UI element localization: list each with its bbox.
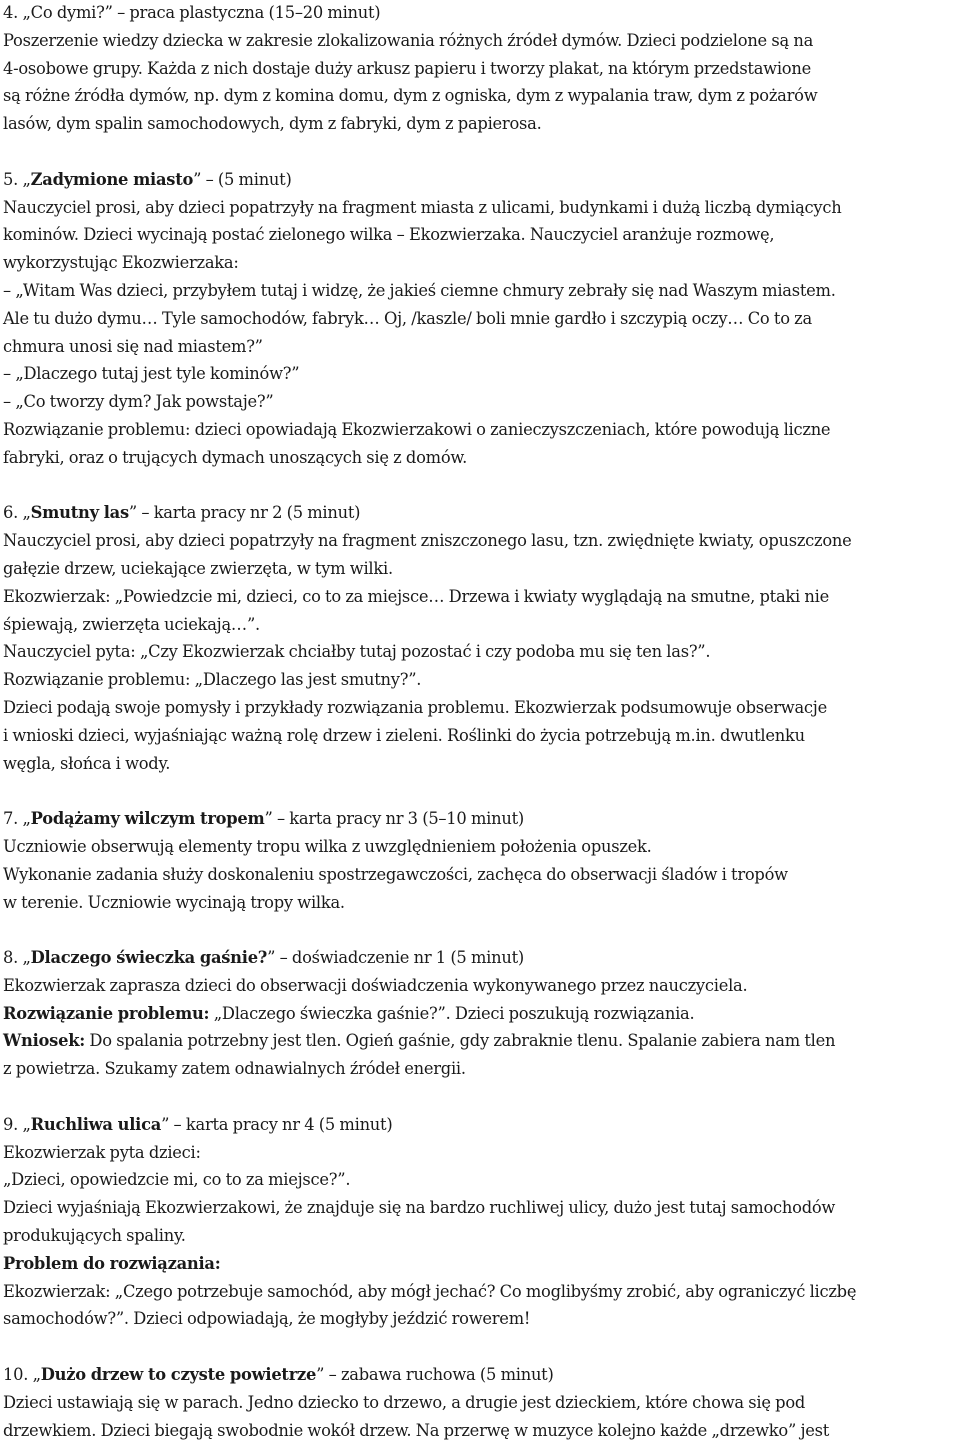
text-line: [3, 694, 957, 722]
bold-text: Podążamy wilczym tropem: [30, 809, 265, 829]
text-run: chmura unosi się nad miastem?”: [3, 336, 263, 356]
bold-text: Zadymione miasto: [30, 169, 194, 189]
text-run: „Dzieci, opowiedzcie mi, co to za miejsce?”.: [3, 1170, 351, 1190]
text-run: Wykonanie zadania służy doskonaleniu spostrzegawczości, zachęca do obserwacji śladów i tropów: [3, 864, 788, 884]
text-run: ” – (5 minut): [193, 169, 292, 189]
text-run: drzewkiem. Dzieci biegają swobodnie wokół drzew. Na przerwę w muzyce kolejno każde „drzewko” jest: [3, 1420, 830, 1440]
text-run: 5. „: [3, 169, 31, 189]
text-run: węgla, słońca i wody.: [3, 753, 171, 773]
text-run: kominów. Dzieci wycinają postać zielonego wilka – Ekozwierzaka. Nauczyciel aranżuje rozmowę,: [3, 225, 775, 245]
section-s6: [3, 499, 957, 777]
text-run: 7. „: [3, 809, 31, 829]
section-heading: [3, 0, 957, 27]
text-run: Rozwiązanie problemu: „Dlaczego las jest smutny?”.: [3, 670, 422, 690]
text-line: [3, 1250, 957, 1278]
text-line: [3, 82, 957, 110]
text-run: Rozwiązanie problemu: dzieci opowiadają Ekozwierzakowi o zanieczyszczeniach, które powodują liczne: [3, 419, 831, 439]
text-run: Do spalania potrzebny jest tlen. Ogień gaśnie, gdy zabraknie tlenu. Spalanie zabiera nam tlen: [84, 1031, 836, 1051]
text-run: Ekozwierzak pyta dzieci:: [3, 1142, 201, 1162]
text-run: ” – doświadczenie nr 1 (5 minut): [267, 948, 524, 968]
text-line: [3, 388, 957, 416]
text-run: Poszerzenie wiedzy dziecka w zakresie zlokalizowania różnych źródeł dymów. Dzieci podzielone są na: [3, 30, 814, 50]
text-line: [3, 889, 957, 917]
text-run: 8. „: [3, 948, 31, 968]
text-run: Uczniowie obserwują elementy tropu wilka z uwzględnieniem położenia opuszek.: [3, 836, 652, 856]
paragraph-gap: [3, 472, 957, 500]
bold-text: Smutny las: [30, 503, 129, 523]
text-line: [3, 833, 957, 861]
text-run: wykorzystując Ekozwierzaka:: [3, 253, 239, 273]
text-run: „Dlaczego świeczka gaśnie?”. Dzieci poszukują rozwiązania.: [209, 1003, 695, 1023]
text-line: [3, 221, 957, 249]
text-run: samochodów?”. Dzieci odpowiadają, że mogłyby jeździć rowerem!: [3, 1309, 531, 1329]
section-s8: [3, 944, 957, 1083]
bold-text: Wniosek:: [3, 1031, 85, 1051]
text-run: w terenie. Uczniowie wycinają tropy wilka.: [3, 892, 345, 912]
text-line: [3, 1389, 957, 1417]
text-run: ” – karta pracy nr 2 (5 minut): [128, 503, 361, 523]
paragraph-gap: [3, 1333, 957, 1361]
text-run: Nauczyciel pyta: „Czy Ekozwierzak chciałby tutaj pozostać i czy podoba mu się ten las?”.: [3, 642, 711, 662]
text-line: [3, 1278, 957, 1306]
text-line: [3, 444, 957, 472]
paragraph-gap: [3, 777, 957, 805]
text-line: [3, 333, 957, 361]
text-line: [3, 583, 957, 611]
paragraph-gap: [3, 138, 957, 166]
text-run: Ekozwierzak: „Czego potrzebuje samochód, aby mógł jechać? Co moglibyśmy zrobić, aby ograniczyć liczbę: [3, 1281, 857, 1301]
text-line: [3, 1194, 957, 1222]
text-line: [3, 638, 957, 666]
section-s10: [3, 1361, 957, 1444]
text-run: 6. „: [3, 503, 31, 523]
bold-text: Ruchliwa ulica: [30, 1114, 162, 1134]
text-run: Nauczyciel prosi, aby dzieci popatrzyły na fragment miasta z ulicami, budynkami i dużą liczbą dymiących: [3, 197, 842, 217]
text-run: 4. „Co dymi?” – praca plastyczna (15–20 minut): [3, 3, 381, 22]
paragraph-gap: [3, 1083, 957, 1111]
text-line: [3, 27, 957, 55]
section-s4: [3, 0, 957, 138]
text-line: [3, 110, 957, 138]
section-s9: [3, 1111, 957, 1333]
text-run: ” – karta pracy nr 4 (5 minut): [161, 1114, 393, 1134]
text-line: [3, 611, 957, 639]
text-run: ” – karta pracy nr 3 (5–10 minut): [264, 809, 524, 829]
bold-text: Rozwiązanie problemu:: [3, 1003, 210, 1023]
text-run: produkujących spaliny.: [3, 1226, 186, 1246]
text-run: fabryki, oraz o trujących dymach unoszących się z domów.: [3, 447, 468, 467]
text-line: [3, 972, 957, 1000]
text-run: Ekozwierzak zaprasza dzieci do obserwacji doświadczenia wykonywanego przez nauczyciela.: [3, 975, 748, 995]
section-heading: [3, 1361, 957, 1389]
document-page: [3, 0, 957, 1444]
text-line: [3, 861, 957, 889]
text-line: [3, 1417, 957, 1444]
text-run: Ale tu dużo dymu… Tyle samochodów, fabryk… Oj, /kaszle/ boli mnie gardło i szczypią oczy… Co to za: [3, 308, 812, 328]
text-run: – „Dlaczego tutaj jest tyle kominów?”: [3, 364, 300, 384]
text-run: Dzieci podają swoje pomysły i przykłady rozwiązania problemu. Ekozwierzak podsumowuje obserwacje: [3, 697, 827, 717]
text-run: 4-osobowe grupy. Każda z nich dostaje duży arkusz papieru i tworzy plakat, na którym przedstawione: [3, 58, 811, 78]
bold-text: Dlaczego świeczka gaśnie?: [30, 948, 268, 968]
text-run: Dzieci wyjaśniają Ekozwierzakowi, że znajduje się na bardzo ruchliwej ulicy, dużo jest tutaj samochodów: [3, 1198, 836, 1218]
text-line: [3, 1222, 957, 1250]
text-line: [3, 416, 957, 444]
text-run: – „Co tworzy dym? Jak powstaje?”: [3, 392, 274, 412]
paragraph-gap: [3, 916, 957, 944]
text-run: z powietrza. Szukamy zatem odnawialnych źródeł energii.: [3, 1059, 466, 1079]
section-heading: [3, 805, 957, 833]
text-line: [3, 555, 957, 583]
text-line: [3, 55, 957, 83]
text-run: Nauczyciel prosi, aby dzieci popatrzyły na fragment zniszczonego lasu, tzn. zwiędnięte kwiaty, opuszczone: [3, 531, 852, 551]
section-s7: [3, 805, 957, 916]
text-line: [3, 1166, 957, 1194]
text-run: ” – zabawa ruchowa (5 minut): [316, 1365, 554, 1385]
text-line: [3, 1000, 957, 1028]
text-line: [3, 1305, 957, 1333]
text-line: [3, 1139, 957, 1167]
text-line: [3, 360, 957, 388]
text-line: [3, 1055, 957, 1083]
text-line: [3, 527, 957, 555]
text-line: [3, 249, 957, 277]
text-run: Ekozwierzak: „Powiedzcie mi, dzieci, co to za miejsce… Drzewa i kwiaty wyglądają na smutne, ptaki nie: [3, 586, 830, 606]
text-line: [3, 305, 957, 333]
text-run: i wnioski dzieci, wyjaśniając ważną rolę drzew i zieleni. Roślinki do życia potrzebują m.in. dwutlenku: [3, 725, 805, 745]
text-run: 9. „: [3, 1114, 31, 1134]
text-run: – „Witam Was dzieci, przybyłem tutaj i widzę, że jakieś ciemne chmury zebrały się nad Waszym miastem.: [3, 280, 836, 300]
text-run: są różne źródła dymów, np. dym z komina domu, dym z ogniska, dym z wypalania traw, dym z pożarów: [3, 86, 818, 106]
bold-text: Dużo drzew to czyste powietrze: [40, 1365, 317, 1385]
text-line: [3, 1027, 957, 1055]
text-line: [3, 750, 957, 778]
bold-text: Problem do rozwiązania:: [3, 1253, 221, 1273]
text-run: lasów, dym spalin samochodowych, dym z fabryki, dym z papierosa.: [3, 114, 542, 134]
text-line: [3, 722, 957, 750]
section-s5: [3, 166, 957, 472]
text-run: Dzieci ustawiają się w parach. Jedno dziecko to drzewo, a drugie jest dzieckiem, które chowa się pod: [3, 1392, 806, 1412]
text-run: gałęzie drzew, uciekające zwierzęta, w tym wilki.: [3, 558, 393, 578]
text-line: [3, 666, 957, 694]
text-line: [3, 277, 957, 305]
section-heading: [3, 944, 957, 972]
section-heading: [3, 166, 957, 194]
text-line: [3, 194, 957, 222]
section-heading: [3, 1111, 957, 1139]
section-heading: [3, 499, 957, 527]
text-run: śpiewają, zwierzęta uciekają…”.: [3, 614, 260, 634]
text-run: 10. „: [3, 1365, 41, 1385]
